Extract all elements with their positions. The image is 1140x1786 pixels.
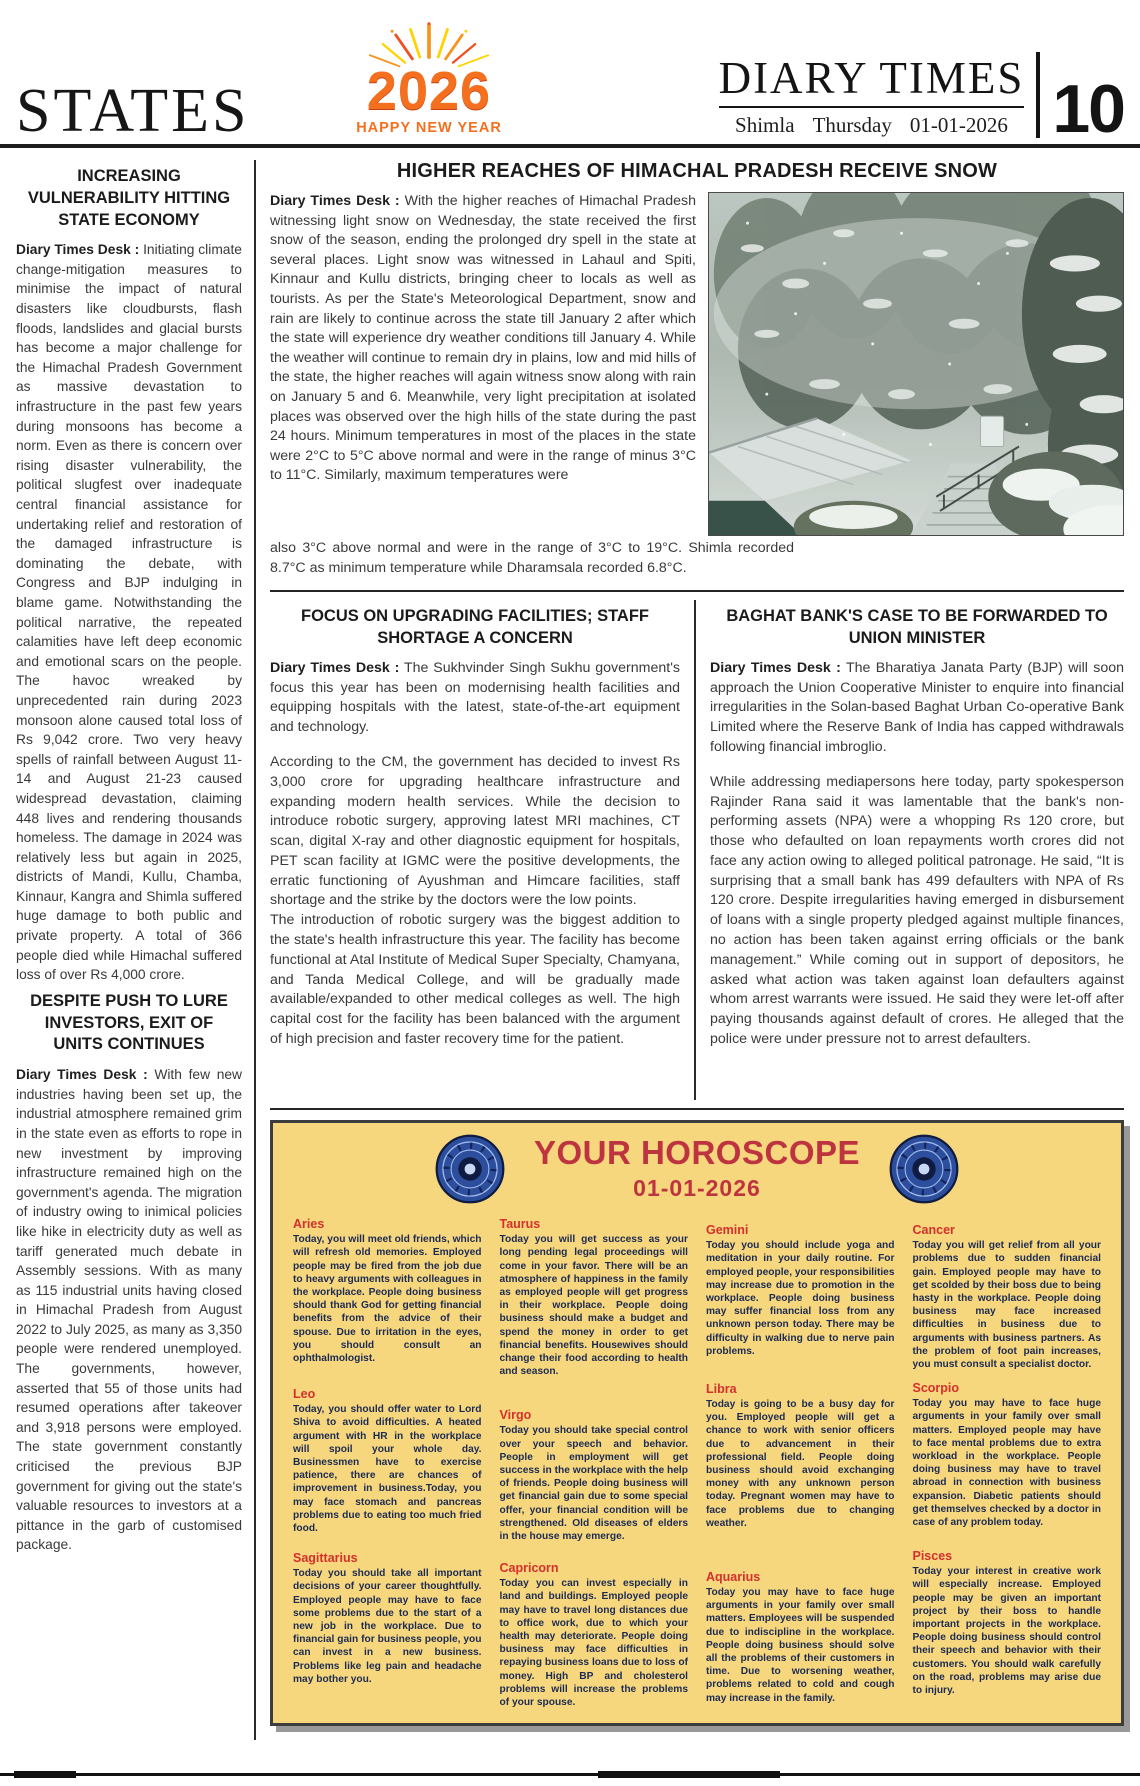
lower-articles <box>270 600 1124 1100</box>
new-year-graphic <box>336 22 522 136</box>
masthead-rule <box>719 106 1025 108</box>
article-bank <box>696 600 1124 1100</box>
masthead: DIARY TIMES <box>718 53 1025 103</box>
section-divider <box>270 1108 1124 1110</box>
article-industry <box>16 991 242 1555</box>
article-snow-body: Diary Times Desk : With the higher reaches of Himachal Pradesh witnessing light snow on Wednesday, the state received the first snow of the season, ending the prolonged dry spell in the state at several places. Light snow was witnessed in Lahaul and Spiti, Kinnaur and Kullu districts, bringing cheer to locals as well as tourists. As per the State's Meteorological Department, snow and rain are likely to continue across the state till January 2 after which the state will experience dry weather conditions till January 4. While the weather will continue to remain dry in plains, low and mid hills of the state, the higher reaches will again witness snow along with rain on January 5 and 6. Meanwhile, very light precipitation at isolated places was observed over the high hills of the state during the past 24 hours. Minimum temperatures in most of the places in the state were 2°C to 5°C above normal and were in the range of minus 3°C to 11°C. Similarly, maximum temperatures were <box>270 193 696 484</box>
new-year-tagline: HAPPY NEW YEAR <box>356 120 502 136</box>
dateline-day: Thursday <box>812 113 892 137</box>
article-industry-title: DESPITE PUSH TO LURE INVESTORS, EXIT OF UNITS CONTINUES <box>30 991 228 1054</box>
main-content <box>0 148 1140 1740</box>
byline: Diary Times Desk : <box>16 1067 148 1083</box>
article-health-body-3: The introduction of robotic surgery was the biggest addition to the state's health infrastructure this year. The facility has become functional at Atal Institute of Medical Super Specialty, Chamyana, and Tanda Medical College, and will be gradually made available/expanded to other medical colleges as well. The high capital cost for the facility has been balanced with the argument of high precision and faster recovery time for the patient. <box>270 912 680 1048</box>
dateline-date: 01-01-2026 <box>909 113 1008 137</box>
horoscope-sign-leo: Leo Today, you should offer water to Lord Shiva to avoid difficulties. A heated argument with HR in the workplace will spoil your whole day. Businessmen have to exercise patience, there are chances of improvement in business.Today, you may face stomach and pancreas problems due to eating too much fried food. <box>293 1387 482 1535</box>
section-divider <box>270 590 1124 592</box>
horoscope-sign-libra: Libra Today is going to be a busy day for you. Employed people will get a chance to work with senior officers due to advancement in their professional field. People doing business should avoid exchanging money with any unknown person today. Pregnant women may have to face problems due to changing weather. <box>706 1382 895 1529</box>
article-health-body-1: Diary Times Desk : The Sukhvinder Singh Sukhu government's focus this year has been on modernising health facilities and equipping hospitals with the latest, state-of-the-art equipment and technology. <box>270 659 680 736</box>
horoscope-sign-aquarius: Aquarius Today you may have to face huge arguments in your family over small matters. Employees will be suspended due to indiscipline in the workplace. People doing business should solve all the problems of their customers in time. Due to worsening weather, problems related to cold and cough may increase in the family. <box>706 1570 895 1704</box>
article-health-title: FOCUS ON UPGRADING FACILITIES; STAFF SHORTAGE A CONCERN <box>300 607 650 647</box>
zodiac-wheel-icon <box>888 1133 960 1205</box>
article-snow-title: HIGHER REACHES OF HIMACHAL PRADESH RECEIVE SNOW <box>396 160 998 182</box>
horoscope-sign-cancer: Cancer Today you will get relief from all your problems due to sudden financial gain. Employed people may have to get scolded by their boss due to being hasty in the workplace. People doing business may face increased difficulties in business due to arguments with business partners. As the problem of foot pain increases, you must consult a specialist doctor. <box>912 1223 1101 1371</box>
dateline-city: Shimla <box>735 113 795 137</box>
page-number-divider <box>1036 52 1040 138</box>
article-economy-title: INCREASING VULNERABILITY HITTING STATE ECONOMY <box>27 167 231 229</box>
article-industry-body: Diary Times Desk : With few new industries having been set up, the industrial atmosphere remained grim in the state even as efforts to rope in new investment by improving infrastructure remained high on the government's agenda. The migration of industry owing to inimical policies like hike in electricity duty as well as tariff generated much debate in Assembly sessions. With as many as 115 industrial units having closed in Himachal Pradesh from August 2022 to July 2025, as many as 3,350 people were rendered unemployed. The governments, however, asserted that 55 of those units had resumed operations after takeover and 3,918 persons were employed. The state government constantly criticised the previous BJP government for giving out the state's valuable resources to investors at a pittance in the garb of customised package. <box>16 1067 242 1553</box>
article-economy-body: Diary Times Desk : Initiating climate change-mitigation measures to minimise the impact of natural disasters like cloudbursts, flash floods, landslides and glacial bursts has become a major challenge for the Himachal Pradesh Government as massive devastation to infrastructure in the past few years during monsoons has become a norm. Even as there is concern over rising disaster vulnerability, the political slugfest over inadequate central financial assistance for undertaking relief and restoration of the damaged infrastructure is dominating the debate, with Congress and BJP indulging in blame game. Notwithstanding the political narrative, the repeated calamities have left deep economic and emotional scars on the people. The havoc wreaked by unprecedented rain during 2023 monsoon alone caused total loss of Rs 9,042 crore. Two very heavy spells of rainfall between August 11-14 and August 21-23 caused widespread devastation, claiming 448 lives and rendering thousands homeless. The damage in 2024 was relatively less but again in 2025, districts of Mandi, Kullu, Chamba, Kinnaur, Kangra and Shimla suffered huge damage to both public and private property. A total of 366 people died while Himachal suffered loss of over Rs 4,000 crore. <box>16 242 242 983</box>
horoscope-column-2 <box>500 1217 689 1709</box>
horoscope-sign-capricorn: Capricorn Today you can invest especially in land and buildings. Employed people may have to travel long distances due to office work, due to which your health may deteriorate. People doing business may face difficulties in repaying business loans due to loss of money. High BP and cholesterol problems will increase the problems of your spouse. <box>499 1561 688 1709</box>
horoscope-column-4 <box>913 1217 1102 1709</box>
page-bottom-rule <box>0 1773 1140 1776</box>
snow-scene-photo <box>708 192 1124 536</box>
horoscope-grid <box>293 1217 1101 1709</box>
article-bank-title: BAGHAT BANK'S CASE TO BE FORWARDED TO UNION MINISTER <box>726 607 1108 647</box>
article-health <box>270 600 694 1100</box>
article-bank-body-1: Diary Times Desk : The Bharatiya Janata Party (BJP) will soon approach the Union Cooperative Minister to enquire into financial irregularities in the Solan-based Baghat Urban Co-operative Bank Limited where the Reserve Bank of India has capped withdrawals following financial imbroglio. <box>710 659 1124 755</box>
new-year-number: 2026 <box>366 60 492 121</box>
byline: Diary Times Desk : <box>16 242 140 258</box>
page-number: 10 <box>1052 71 1124 148</box>
center-column <box>256 160 1124 1740</box>
article-snow-body-continued: also 3°C above normal and were in the range of 3°C to 19°C. Shimla recorded 8.7°C as minimum temperature while Dharamsala recorded 6.8°C. <box>270 540 794 576</box>
section-title: STATES <box>16 77 250 146</box>
horoscope-header <box>293 1133 1101 1205</box>
article-bank-body-2: While addressing mediapersons here today, party spokesperson Rajinder Rana said it was lamentable that the bank's non-performing assets (NPA) were a whopping Rs 120 crore, but those who defaulted on loan repayments worth crores did not face any action owing to alleged political patronage. He said, “It is surprising that a small bank has 499 defaulters with NPA of Rs 120 crore. Despite irregularities having emerged in disbursement of loans with a single property pledged against multiple finances, no action has been taken against erring officials or the bank management.” While coming out in support of depositors, he asked what action was taken against loan defaulters against whom arrest warrants were issued. He said they were let-off after paying thousands against default of crores. He alleged that the police were under pressure not to arrest defaulters. <box>710 773 1124 1048</box>
horoscope-column-3 <box>706 1217 895 1709</box>
dateline <box>719 113 1025 138</box>
byline: Diary Times Desk : <box>710 659 841 676</box>
byline: Diary Times Desk : <box>270 659 400 676</box>
article-health-body-2: According to the CM, the government has decided to invest Rs 3,000 crore for upgrading healthcare infrastructure and expanding modern health services. While the decision to introduce robotic surgery, approving latest MRI machines, CT scan, digital X-ray and other diagnostic equipment for hospitals, PET scan facility at IGMC were the positive developments, the erratic functioning of Ayushman and Himcare facilities, staff shortage and the strike by the doctors were the low points. <box>270 753 680 909</box>
byline: Diary Times Desk : <box>270 193 400 209</box>
horoscope-sign-pisces: Pisces Today your interest in creative work will especially increase. Employed people may be given an important project by their boss to handle important projects in the workplace. People doing business should control their speech and behavior with their customers. You should walk carefully on the road, problems may arise due to injury. <box>912 1549 1101 1697</box>
article-snow <box>270 160 1124 578</box>
horoscope-sign-sagittarius: Sagittarius Today you should take all important decisions of your career thoughtfully. Employed people may have to face some problems due to the start of a new job in the workplace. Due to financial gain for business people, you can invest in a new business. Problems like leg pain and headache may bother you. <box>293 1551 482 1685</box>
horoscope-column-1 <box>293 1217 482 1709</box>
horoscope-title: YOUR HOROSCOPE <box>533 1134 861 1172</box>
page-header <box>0 0 1140 148</box>
horoscope-sign-scorpio: Scorpio Today you may have to face huge arguments in your family over small matters. Employed people may have to face mental problems due to extra workload in the workplace. People doing business may have to travel abroad in connection with business expansion. Diabetic patients should get themselves checked by a doctor in case of any problem today. <box>912 1381 1101 1529</box>
horoscope-date: 01-01-2026 <box>633 1175 761 1201</box>
horoscope-box <box>270 1120 1124 1726</box>
article-economy <box>16 166 242 985</box>
zodiac-wheel-icon <box>434 1133 506 1205</box>
horoscope-sign-gemini: Gemini Today you should include yoga and meditation in your daily routine. For employed people, your responsibilities may increase due to promotion in the workplace. People doing business may suffer financial loss from any unknown person today. There may be difficulty in walking due to nerve pain problems. <box>706 1223 895 1357</box>
horoscope-sign-taurus: Taurus Today you will get success as your long pending legal proceedings will come in your favor. There will be an atmosphere of happiness in the family as employed people will get progress in their workplace. People doing business should make a budget and spend the money in order to get financial benefits. Housewives should change their food according to health and season. <box>499 1217 688 1378</box>
horoscope-sign-virgo: Virgo Today you should take special control over your speech and behavior. People in employment will get success in the workplace with the help of friends. People doing business will get financial gain due to some special offer, your financial condition will be strengthened. Old diseases of elders in the house may emerge. <box>499 1408 688 1543</box>
left-column <box>16 160 254 1740</box>
horoscope-sign-aries: Aries Today, you will meet old friends, which will refresh old memories. Employed people may be fired from the job due to heavy arguments with colleagues in the workplace. People doing business should thank God for getting financial benefits from the advice of their spouse. Due to irritation in the eyes, you should consult an ophthalmologist. <box>293 1217 482 1365</box>
masthead-group <box>718 52 1124 148</box>
